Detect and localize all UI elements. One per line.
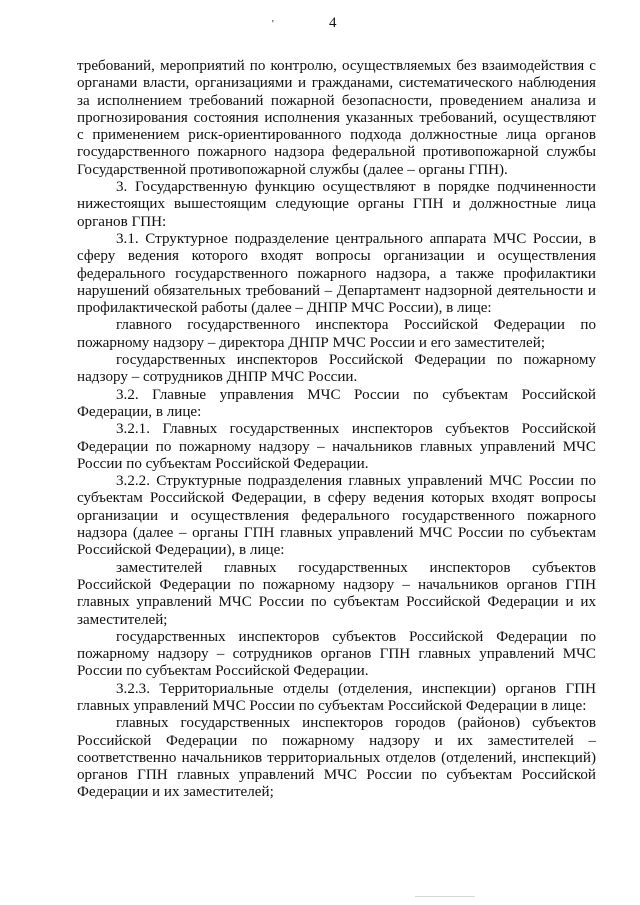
paragraph-3-2-2-inspectors: государственных инспекторов субъектов Российской Федерации по пожарному надзору – сотрудников органов ГПН главных управлений МЧС России по субъектам Российской Федерации. <box>77 628 596 680</box>
paragraph-3-2: 3.2. Главные управления МЧС России по субъектам Российской Федерации, в лице: <box>77 386 596 420</box>
paragraph-intro: требований, мероприятий по контролю, осуществляемых без взаимодействия с органами власти, организациями и гражданами, систематического наблюдения за исполнением требований пожарной безопасности, проведением анализа и прогнозирования состояния исполнения указанных требований, осуществляют с применением риск-ориентированного подхода должностные лица органов государственного пожарного надзора федеральной противопожарной службы Государственной противопожарной службы (далее – органы ГПН). <box>77 58 596 178</box>
paragraph-3-1: 3.1. Структурное подразделение центрального аппарата МЧС России, в сферу ведения которого входят вопросы организации и осуществления федерального государственного пожарного надзора, а также профилактики нарушений обязательных требований – Департамент надзорной деятельности и профилактической работы (далее – ДНПР МЧС России), в лице: <box>77 230 596 317</box>
paragraph-3-2-2: 3.2.2. Структурные подразделения главных управлений МЧС России по субъектам Российской Федерации, в сферу ведения которых входят вопросы организации и осуществления федерального государственного пожарного надзора (далее – органы ГПН главных управлений МЧС России по субъектам Российской Федерации), в лице: <box>77 473 596 559</box>
document-body <box>77 58 596 802</box>
paragraph-3-1-inspectors: государственных инспекторов Российской Федерации по пожарному надзору – сотрудников ДНПР МЧС России. <box>77 352 596 386</box>
scan-artifact <box>415 896 475 897</box>
paragraph-3-1-chief: главного государственного инспектора Российской Федерации по пожарному надзору – директора ДНПР МЧС России и его заместителей; <box>77 317 596 351</box>
paragraph-3-2-3: 3.2.3. Территориальные отделы (отделения, инспекции) органов ГПН главных управлений МЧС России по субъектам Российской Федерации в лице: <box>77 680 596 714</box>
paragraph-3-2-3-chiefs: главных государственных инспекторов городов (районов) субъектов Российской Федерации по пожарному надзору и их заместителей – соответственно начальников территориальных отделов (отделений, инспекций) органов ГПН главных управлений МЧС России по субъектам Российской Федерации и их заместителей; <box>77 715 596 801</box>
paragraph-3: 3. Государственную функцию осуществляют в порядке подчиненности нижестоящих вышестоящим следующие органы ГПН и должностные лица органов ГПН: <box>77 179 596 230</box>
scan-mark-tick: ' <box>272 19 274 30</box>
paragraph-3-2-2-deputies: заместителей главных государственных инспекторов субъектов Российской Федерации по пожарному надзору – начальников органов ГПН главных управлений МЧС России по субъектам Российской Федерации и их заместителей; <box>77 559 596 628</box>
page-number: 4 <box>329 15 337 31</box>
paragraph-3-2-1: 3.2.1. Главных государственных инспекторов субъектов Российской Федерации по пожарному надзору – начальников главных управлений МЧС России по субъектам Российской Федерации. <box>77 421 596 472</box>
